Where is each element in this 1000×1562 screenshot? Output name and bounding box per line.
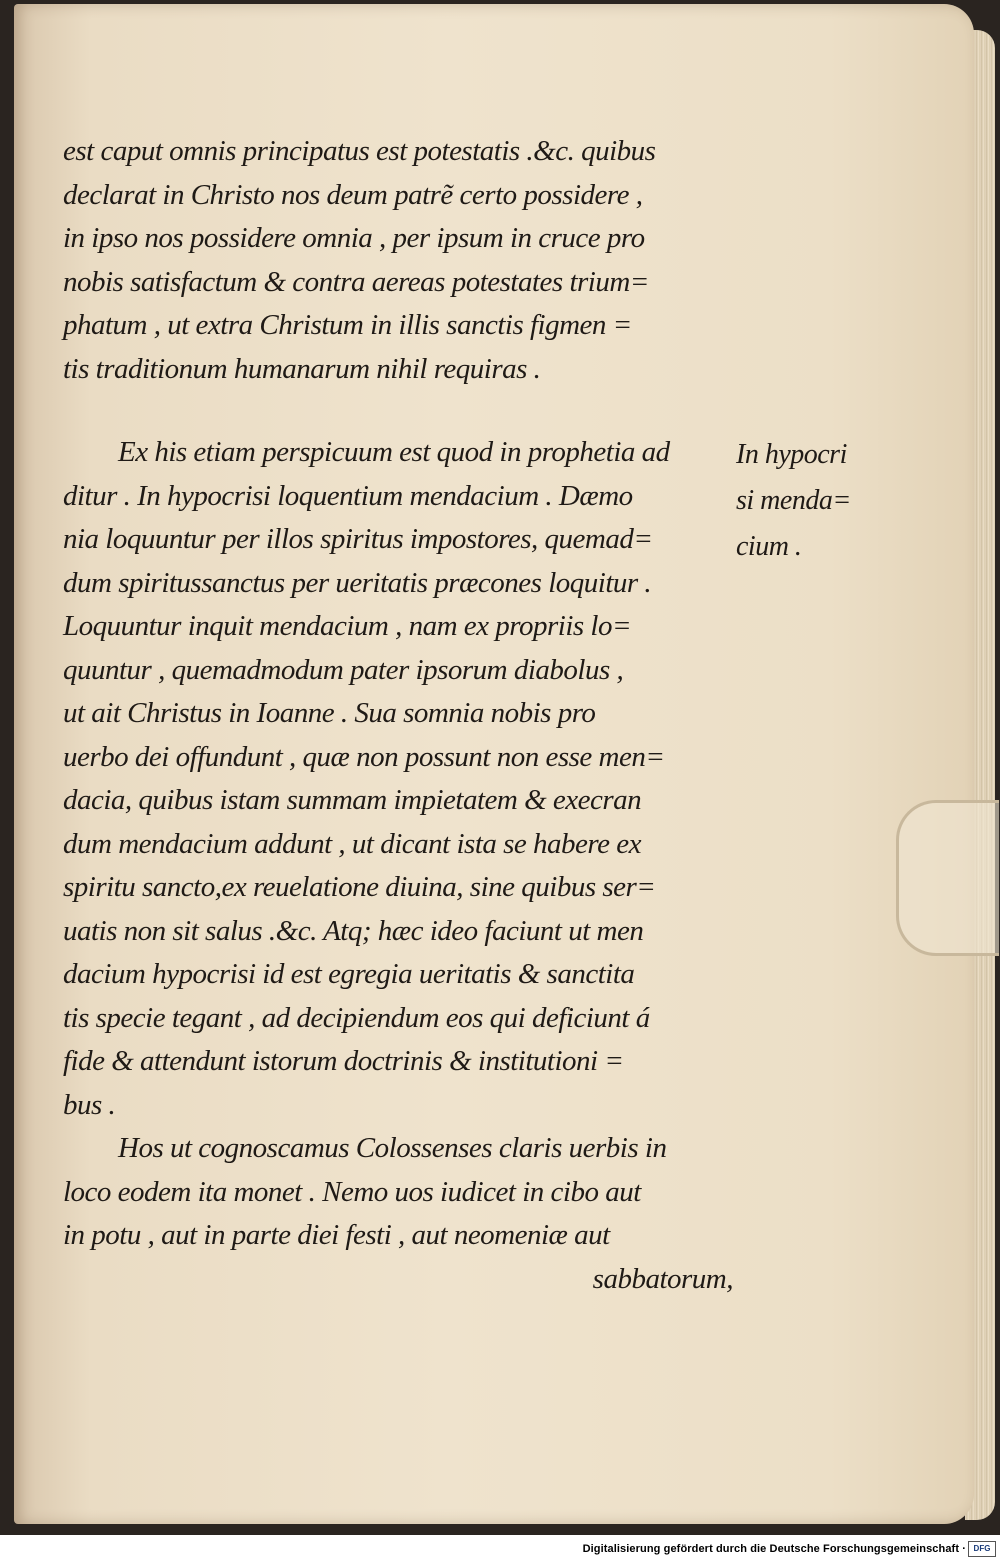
text-line: declarat in Christo nos deum patrẽ certo possidere , [63, 178, 643, 211]
marginal-note [736, 432, 896, 570]
text-line: est caput omnis principatus est potestatis .&c. quibus [63, 135, 656, 167]
marginal-line: cium . [736, 531, 802, 562]
text-line: tis specie tegant , ad decipiendum eos qui deficiunt á [63, 1001, 650, 1034]
text-line: in ipso nos possidere omnia , per ipsum in cruce pro [63, 222, 645, 254]
text-line: phatum , ut extra Christum in illis sanctis figmen = [63, 309, 632, 341]
text-line: uatis non sit salus .&c. Atq; hæc ideo faciunt ut men [63, 914, 644, 947]
marginal-line: In hypocri [736, 439, 847, 470]
digitization-footer [0, 1535, 1000, 1562]
text-line: dacium hypocrisi id est egregia ueritatis & sanctita [63, 958, 635, 990]
text-line: ut ait Christus in Ioanne . Sua somnia nobis pro [63, 697, 596, 729]
text-line: Hos ut cognoscamus Colossenses claris uerbis in [118, 1132, 667, 1164]
text-line: nobis satisfactum & contra aereas potestates trium= [63, 265, 649, 298]
text-line: Loquuntur inquit mendacium , nam ex propriis lo= [63, 610, 632, 642]
dfg-logo-icon: DFG [968, 1541, 996, 1557]
text-line: spiritu sancto,ex reuelatione diuina, sine quibus ser= [63, 871, 656, 903]
text-line: dum mendacium addunt , ut dicant ista se habere ex [63, 827, 641, 860]
text-line: bus . [63, 1088, 116, 1121]
paragraph-gap [63, 391, 733, 431]
catchword: sabbatorum, [592, 1262, 733, 1295]
page-clip [896, 800, 999, 956]
text-line: tis traditionum humanarum nihil requiras . [63, 352, 541, 385]
text-line: Ex his etiam perspicuum est quod in prophetia ad [118, 436, 670, 468]
text-line: dum spiritussanctus per ueritatis præcones loquitur . [63, 566, 652, 599]
text-line: ditur . In hypocrisi loquentium mendacium . Dæmo [63, 479, 633, 512]
text-line: quuntur , quemadmodum pater ipsorum diabolus , [63, 653, 624, 686]
text-line: loco eodem ita monet . Nemo uos iudicet in cibo aut [63, 1175, 641, 1208]
text-line: uerbo dei offundunt , quæ non possunt non esse men= [63, 740, 665, 773]
marginal-line: si menda= [736, 485, 851, 516]
main-text-column [63, 130, 733, 1301]
text-line: in potu , aut in parte diei festi , aut neomeniæ aut [63, 1219, 610, 1251]
footer-credit: Digitalisierung gefördert durch die Deutsche Forschungsgemeinschaft · [582, 1543, 966, 1555]
text-line: dacia, quibus istam summam impietatem & execran [63, 784, 642, 816]
text-line: fide & attendunt istorum doctrinis & institutioni = [63, 1045, 624, 1077]
text-line: nia loquuntur per illos spiritus impostores, quemad= [63, 523, 653, 555]
